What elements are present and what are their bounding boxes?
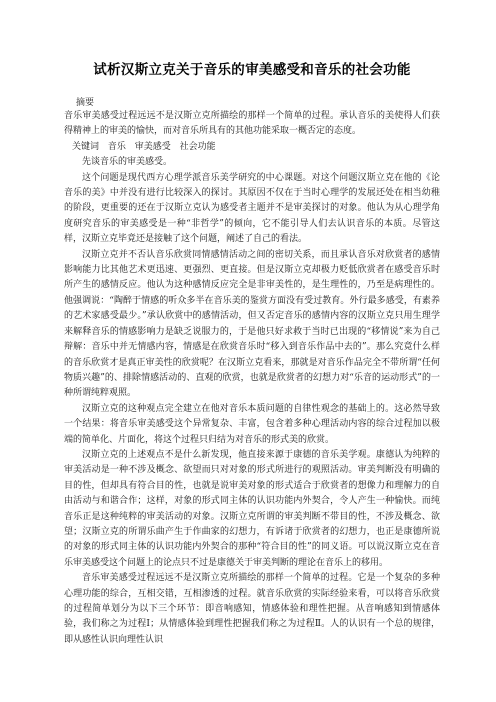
document-title: 试析汉斯立克关于音乐的审美感受和音乐的社会功能	[93, 62, 411, 78]
body-paragraph: 音乐审美感受过程远远不是汉斯立克所描绘的那样一个简单的过程。它是一个复杂的多种心理功能的综合，互相交错，互相渗透的过程。就音乐欣赏的实际经验来看，可以将音乐欣赏的过程简单划分为以下三个环节：即音响感知，情感体验和理性把握。从音响感知到情感体验，我们称之为过程Ⅰ；从情感体验到理性把握我们称之为过程Ⅱ。人的认识有一个总的规律，即从感性认识向理性认识	[64, 573, 440, 645]
body-paragraph: 汉斯立克的上述观点不是什么新发现，他直接来源于康德的音乐美学观。康德认为纯粹的审美活动是一种不涉及概念、欲望而只对对象的形式所进行的观照活动。审美判断没有明确的目的性，但却具有符合目的性，也就是说审美对象的形式适合于欣赏者的想像力和理解力的自由活动与和谐合作；这样，对象的形式同主体的认识功能内外契合，令人产生一种愉快。而纯音乐正是这种纯粹的审美活动的对象。汉斯立克所谓的审美判断不带目的性，不涉及概念、欲望；汉斯立克的所谓乐曲产生于作曲家的幻想力，有诉诸于欣赏者的幻想力，也正是康德所说的对象的形式同主体的认识功能内外契合的那种“符合目的性”的同义语。可以说汉斯立克在音乐审美感受这个问题上的论点只不过是康德关于审美判断的理论在音乐上的移用。	[64, 449, 440, 568]
keyword-item: 审美感受	[134, 141, 171, 152]
keywords-label: 关键词	[72, 141, 100, 152]
body-paragraph: 这个问题是现代西方心理学派音乐美学研究的中心课题。对这个问题汉斯立克在他的《论音乐的美》中并没有进行比较深入的探讨。其原因不仅在于当时心理学的发展还处在相当幼稚的阶段，更重要的还在于汉斯立克认为感受者主题并不是审美探讨的对象。他认为从心理学角度研究音乐的审美感受是一种“非哲学”的倾向，它不能引导人们去认识音乐的本质。尽管这样，汉斯立克毕竟还是接触了这个问题，阐述了自己的看法。	[64, 172, 440, 245]
body-paragraph: 汉斯立克的这种观点完全建立在他对音乐本质问题的自律性观念的基础上的。这必然导致一个结果：将音乐审美感受这个异常复杂、丰富，包含着多种心理活动内容的综合过程加以极端的简单化、片面化，将这个过程只归结为对音乐的形式美的欣赏。	[64, 403, 440, 445]
body-paragraph: 汉斯立克并不否认音乐欣赏同情感情活动之间的密切关系，而且承认音乐对欣赏者的感情影响能力比其他艺术更迅速、更强烈、更直接。但是汉斯立克却极力贬低欣赏者在感受音乐时所产生的感情反应。他认为这种感情反应完全是非审美性的，是生理性的，乃至是病理性的。他强调说：“陶醉于情感的听众多半在音乐美的鉴赏方面没有受过教育。外行最多感受，有素养的艺术家感受最少。”承认欣赏中的感情活动，但又否定音乐的感情内容的汉斯立克只用生理学来解释音乐的情感影响力是缺乏说服力的，于是他只好求救于当时已出现的“移情说”来为自己辩解：音乐中并无情感内容，情感是在欣赏音乐时“移入到音乐作品中去的”。那么究竟什么样的音乐欣赏才是真正审美性的欣赏呢？在汉斯立克看来，那就是对音乐作品完全不带所谓“任何物质兴趣”的、排除情感活动的、直观的欣赏，也就是欣赏者的幻想力对“乐音的运动形式”的一种所谓纯粹观照。	[64, 249, 440, 399]
keywords-line	[72, 140, 440, 155]
section-heading: 先谈音乐的审美感受。	[82, 157, 173, 168]
keyword-item: 社会功能	[179, 141, 216, 152]
keyword-item: 音乐	[107, 141, 126, 152]
abstract-text: 音乐审美感受过程远远不是汉斯立克所描绘的那样一个简单的过程。承认音乐的美使得人们获得精神上的审美的愉快，而对音乐所具有的其他功能采取一概否定的态度。	[64, 111, 440, 137]
abstract-heading: 摘要	[76, 98, 95, 108]
